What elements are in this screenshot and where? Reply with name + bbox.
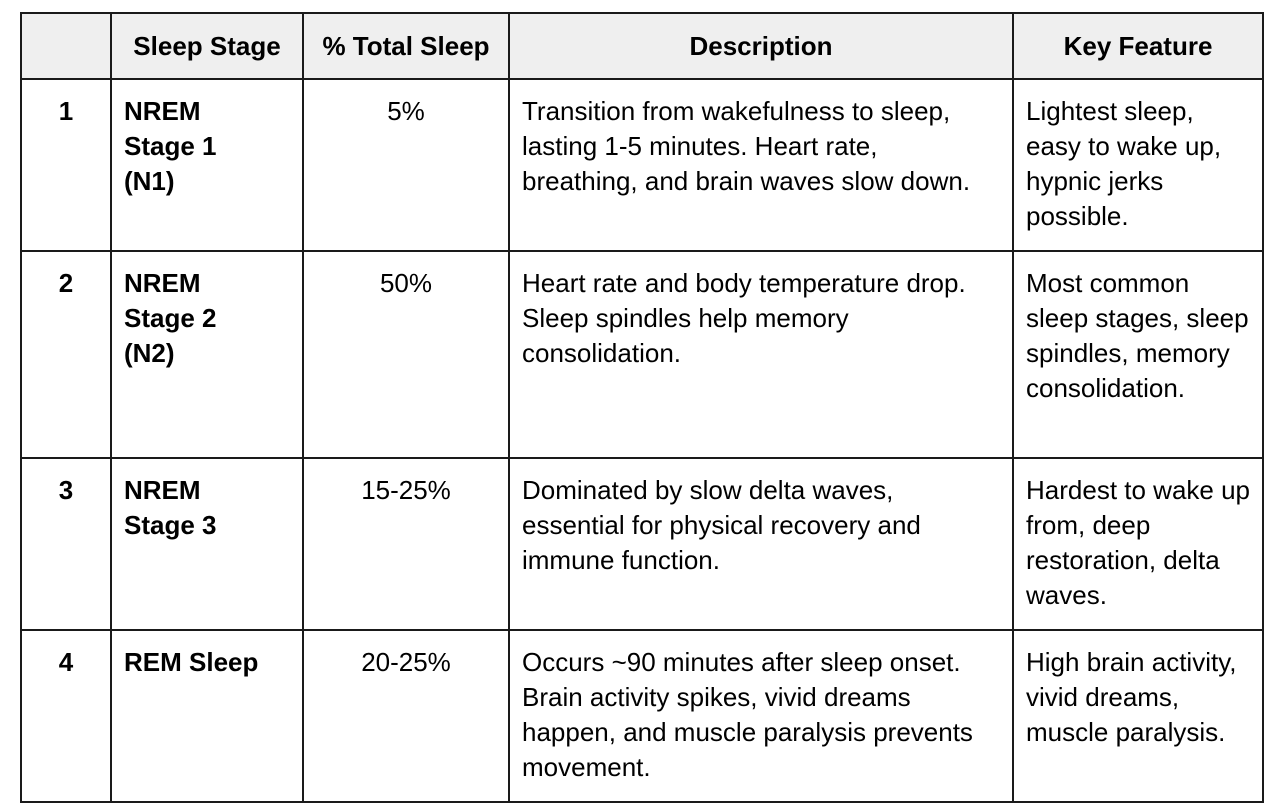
sleep-stage-line: NREM: [124, 96, 201, 126]
description-cell: Transition from wakefulness to sleep, lasting 1-5 minutes. Heart rate, breathing, and brain waves slow down.: [509, 79, 1013, 251]
table-row: [21, 251, 1263, 458]
sleep-stage-line: (N2): [124, 338, 175, 368]
sleep-stage-cell: [111, 458, 303, 630]
description-cell: Occurs ~90 minutes after sleep onset. Brain activity spikes, vivid dreams happen, and muscle paralysis prevents movement.: [509, 630, 1013, 802]
row-number: 1: [21, 79, 111, 251]
key-feature-cell: Most common sleep stages, sleep spindles, memory consolidation.: [1013, 251, 1263, 458]
key-feature-cell: Lightest sleep, easy to wake up, hypnic jerks possible.: [1013, 79, 1263, 251]
sleep-stage-line: Stage 1: [124, 131, 217, 161]
sleep-stages-table: [20, 12, 1264, 803]
sleep-stage-line: Stage 2: [124, 303, 217, 333]
row-number: 4: [21, 630, 111, 802]
header-description: Description: [509, 13, 1013, 79]
sleep-stage-line: NREM: [124, 475, 201, 505]
header-key-feature: Key Feature: [1013, 13, 1263, 79]
description-cell: Heart rate and body temperature drop. Sleep spindles help memory consolidation.: [509, 251, 1013, 458]
percent-total-sleep-cell: 20-25%: [303, 630, 509, 802]
sleep-stage-line: (N1): [124, 166, 175, 196]
header-percent-total-sleep: % Total Sleep: [303, 13, 509, 79]
table-row: [21, 458, 1263, 630]
key-feature-cell: High brain activity, vivid dreams, muscle paralysis.: [1013, 630, 1263, 802]
header-sleep-stage: Sleep Stage: [111, 13, 303, 79]
sleep-stage-cell: [111, 251, 303, 458]
percent-total-sleep-cell: 50%: [303, 251, 509, 458]
sleep-stage-line: REM Sleep: [124, 647, 259, 677]
row-number: 2: [21, 251, 111, 458]
percent-total-sleep-cell: 5%: [303, 79, 509, 251]
table-row: [21, 79, 1263, 251]
description-cell: Dominated by slow delta waves, essential for physical recovery and immune function.: [509, 458, 1013, 630]
key-feature-cell: Hardest to wake up from, deep restoration, delta waves.: [1013, 458, 1263, 630]
sleep-stage-line: Stage 3: [124, 510, 217, 540]
header-index: [21, 13, 111, 79]
percent-total-sleep-cell: 15-25%: [303, 458, 509, 630]
sleep-stage-cell: [111, 79, 303, 251]
row-number: 3: [21, 458, 111, 630]
table-row: [21, 630, 1263, 802]
sleep-stage-line: NREM: [124, 268, 201, 298]
table-header-row: [21, 13, 1263, 79]
sleep-stage-cell: [111, 630, 303, 802]
